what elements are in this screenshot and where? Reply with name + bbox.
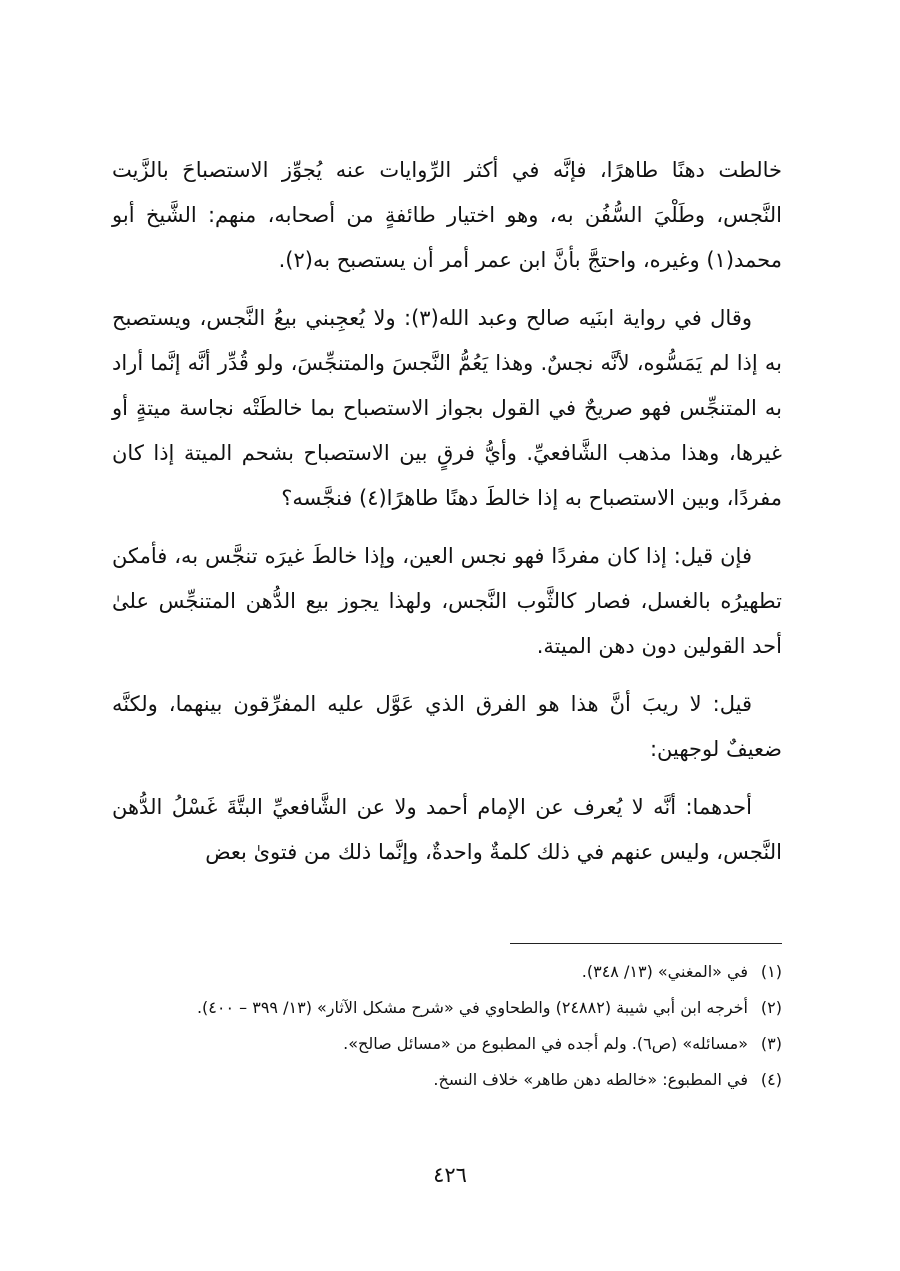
footnote-number: (١)	[760, 962, 782, 981]
footnote-3	[112, 1029, 782, 1059]
footnote-4	[112, 1065, 782, 1095]
footnote-text: «مسائله» (ص٦). ولم أجده في المطبوع من «مسائل صالح».	[343, 1034, 748, 1053]
paragraph-5: أحدهما: أنَّه لا يُعرف عن الإمام أحمد ولا عن الشَّافعيِّ البتَّةَ غَسْلُ الدُّهن النَّجس، وليس عنهم في ذلك كلمةٌ واحدةٌ، وإنَّما ذلك من فتوىٰ بعض	[112, 795, 782, 864]
footnote-number: (٣)	[760, 1034, 782, 1053]
footnotes	[112, 957, 782, 1101]
footnote-text: في المطبوع: «خالطه دهن طاهر» خلاف النسخ.	[433, 1070, 748, 1089]
paragraph-4: قيل: لا ريبَ أنَّ هذا هو الفرق الذي عَوَّل عليه المفرِّقون بينهما، ولكنَّه ضعيفٌ لوجهين:	[112, 692, 782, 761]
footnote-text: في «المغني» (١٣/ ٣٤٨).	[581, 962, 748, 981]
page-number: ٤٢٦	[433, 1163, 467, 1187]
main-text	[112, 148, 782, 888]
footnote-text: أخرجه ابن أبي شيبة (٢٤٨٨٢) والطحاوي في «شرح مشكل الآثار» (١٣/ ٣٩٩ – ٤٠٠).	[196, 998, 748, 1017]
paragraph-2: وقال في رواية ابنَيه صالح وعبد الله(٣): ولا يُعجِبني بيعُ النَّجس، ويستصبح به إذا لم يَمَسُّوه، لأنَّه نجسٌ. وهذا يَعُمُّ النَّجسَ والمتنجِّسَ، ولو قُدِّر أنَّه إنَّما أراد به المتنجِّس فهو صريحٌ في القول بجواز الاستصباح بما خالطَتْه نجاسة ميتةٍ أو غيرها، وهذا مذهب الشَّافعيِّ. وأيُّ فرقٍ بين الاستصباح بشحم الميتة إذا كان مفردًا، وبين الاستصباح به إذا خالطَ دهنًا طاهرًا(٤) فنجَّسه؟	[112, 306, 782, 510]
footnote-number: (٤)	[760, 1070, 782, 1089]
footnote-divider	[510, 943, 782, 944]
footnote-2	[112, 993, 782, 1023]
footnote-number: (٢)	[760, 998, 782, 1017]
paragraph-3: فإن قيل: إذا كان مفردًا فهو نجس العين، وإذا خالطَ غيرَه تنجَّس به، فأمكن تطهيرُه بالغسل، فصار كالثَّوب النَّجس، ولهذا يجوز بيع الدُّهن المتنجِّس علىٰ أحد القولين دون دهن الميتة.	[112, 544, 782, 658]
footnote-1	[112, 957, 782, 987]
paragraph-1: خالطت دهنًا طاهرًا، فإنَّه في أكثر الرِّوايات عنه يُجوِّز الاستصباحَ بالزَّيت النَّجس، وطَلْيَ السُّفُن به، وهو اختيار طائفةٍ من أصحابه، منهم: الشَّيخ أبو محمد(١) وغيره، واحتجَّ بأنَّ ابن عمر أمر أن يستصبح به(٢).	[112, 158, 782, 272]
